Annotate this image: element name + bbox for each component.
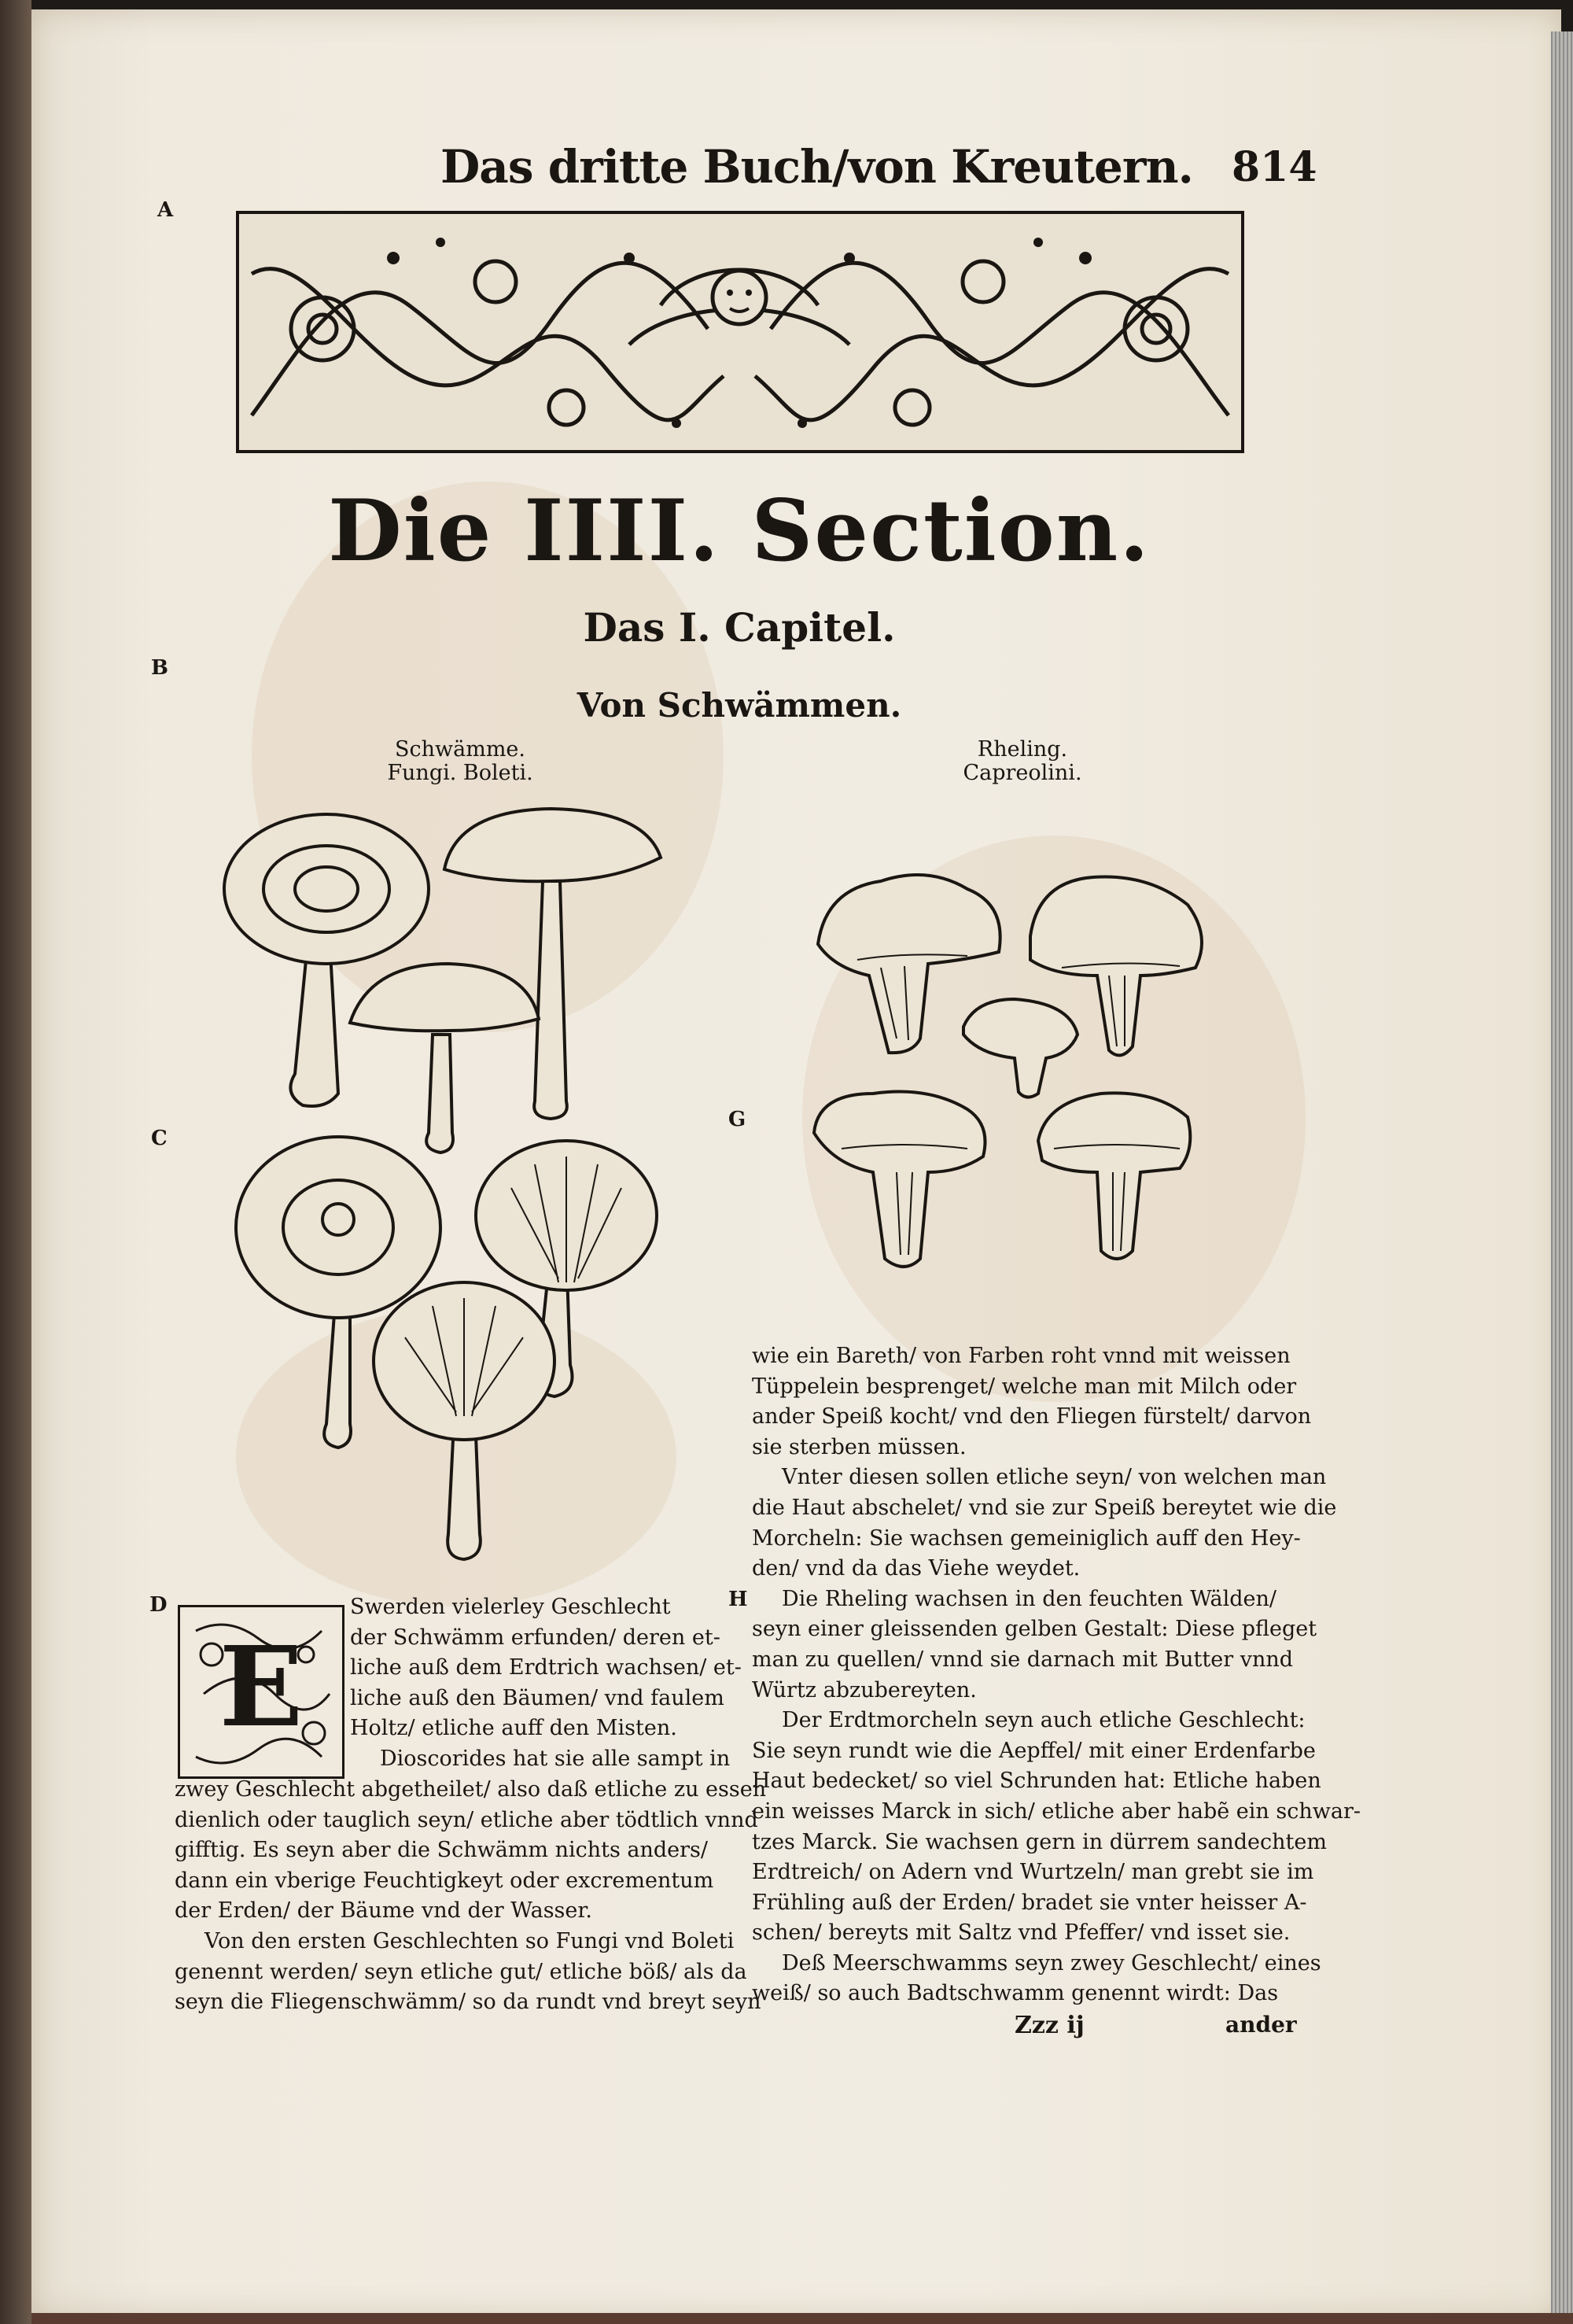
signature-mark: Zzz ij: [1015, 2012, 1085, 2039]
figure-caption-left: [370, 738, 551, 785]
text-line: liche auß den Bäumen/ vnd faulem: [350, 1685, 724, 1710]
text-line: Die Rheling wachsen in den feuchten Wälden/: [782, 1586, 1276, 1611]
text-line: die Haut abschelet/ vnd sie zur Speiß bereytet wie die: [752, 1495, 1337, 1520]
woodcut-fungi: [220, 795, 708, 1589]
drop-cap-letter: E: [219, 1623, 304, 1752]
text-line: Morcheln: Sie wachsen gemeiniglich auff den Hey-: [752, 1525, 1301, 1551]
text-line: man zu quellen/ vnnd sie darnach mit Butter vnnd: [752, 1647, 1294, 1672]
folio-number: 814: [1232, 143, 1317, 191]
text-line: Tüppelein besprenget/ welche man mit Milch oder: [752, 1374, 1297, 1399]
text-line: wie ein Bareth/ von Farben roht vnnd mit weissen: [752, 1344, 1291, 1368]
text-line: den/ vnd da das Viehe weydet.: [752, 1556, 1081, 1581]
text-line: liche auß dem Erdtrich wachsen/ et-: [350, 1655, 742, 1680]
caption-german-left: Schwämme.: [395, 737, 525, 762]
text-line: Dioscorides hat sie alle sampt in: [380, 1746, 731, 1771]
text-line: Haut bedecket/ so viel Schrunden hat: Etliche haben: [752, 1769, 1321, 1794]
book-gutter: [0, 0, 31, 2324]
text-line: genennt werden/ seyn etliche gut/ etliche böß/ als da: [175, 1959, 747, 1984]
drop-cap: [178, 1605, 344, 1779]
text-line: ein weisses Marck in sich/ etliche aber habẽ ein schwar-: [752, 1798, 1361, 1824]
running-title: Das dritte Buch/von Kreutern.: [440, 140, 1193, 194]
page-edge: [1551, 31, 1573, 2313]
text-line: schen/ bereyts mit Saltz vnd Pfeffer/ vnd isset sie.: [752, 1920, 1291, 1946]
text-line: sie sterben müssen.: [752, 1434, 967, 1459]
catchword: ander: [1225, 2012, 1297, 2038]
text-line: Erdtreich/ on Adern vnd Wurtzeln/ man grebt sie im: [752, 1860, 1314, 1885]
left-column-block-2: [175, 1775, 766, 2018]
text-line: seyn einer gleissenden gelben Gestalt: Diese pfleget: [752, 1617, 1317, 1642]
text-line: Von den ersten Geschlechten so Fungi vnd Boleti: [204, 1928, 735, 1953]
text-line: dann ein vberige Feuchtigkeyt oder excrementum: [175, 1868, 714, 1893]
caption-german-right: Rheling.: [977, 737, 1068, 762]
text-line: der Schwämm erfunden/ deren et-: [350, 1625, 720, 1650]
text-line: tzes Marck. Sie wachsen gern in dürrem sandechtem: [752, 1829, 1327, 1854]
left-column-block-1: [350, 1592, 742, 1775]
margin-letter-a: A: [157, 198, 174, 222]
caption-latin-left: Fungi. Boleti.: [387, 761, 533, 785]
woodcut-capreolini: [810, 858, 1219, 1322]
text-line: Würtz abzubereyten.: [752, 1677, 977, 1702]
subject-title: Von Schwämmen.: [577, 686, 902, 725]
text-line: zwey Geschlecht abgetheilet/ also daß etliche zu essen: [175, 1777, 767, 1802]
text-line: Sie seyn rundt wie die Aepffel/ mit einer Erdenfarbe: [752, 1738, 1316, 1763]
margin-letter-h: H: [728, 1588, 748, 1611]
text-line: weiß/ so auch Badtschwamm genennt wirdt: Das: [752, 1981, 1279, 2006]
margin-letter-c: C: [151, 1127, 168, 1150]
text-line: Swerden vielerley Geschlecht: [350, 1595, 671, 1619]
text-line: Vnter diesen sollen etliche seyn/ von welchen man: [782, 1465, 1327, 1490]
ornamental-headpiece: [236, 211, 1244, 453]
text-line: gifftig. Es seyn aber die Schwämm nichts anders/: [175, 1838, 709, 1863]
margin-letter-b: B: [151, 656, 168, 680]
text-line: ander Speiß kocht/ vnd den Fliegen fürstelt/ darvon: [752, 1404, 1312, 1429]
right-column: [752, 1341, 1361, 2009]
text-line: Holtz/ etliche auff den Misten.: [350, 1716, 677, 1741]
margin-letter-g: G: [728, 1108, 746, 1131]
figure-caption-right: [928, 738, 1117, 785]
book-cover-edge: [31, 2313, 1573, 2324]
text-line: der Erden/ der Bäume vnd der Wasser.: [175, 1898, 592, 1924]
text-line: dienlich oder tauglich seyn/ etliche aber tödtlich vnnd: [175, 1807, 758, 1832]
text-line: seyn die Fliegenschwämm/ so da rundt vnd breyt seyn: [175, 1990, 761, 2015]
caption-latin-right: Capreolini.: [963, 761, 1082, 785]
chapter-title: Das I. Capitel.: [583, 604, 896, 651]
text-line: Deß Meerschwamms seyn zwey Geschlecht/ eines: [782, 1950, 1321, 1975]
margin-letter-d: D: [149, 1593, 168, 1617]
section-title: Die IIII. Section.: [328, 481, 1151, 581]
text-line: Der Erdtmorcheln seyn auch etliche Geschlecht:: [782, 1708, 1306, 1733]
text-line: Frühling auß der Erden/ bradet sie vnter heisser A-: [752, 1890, 1307, 1915]
